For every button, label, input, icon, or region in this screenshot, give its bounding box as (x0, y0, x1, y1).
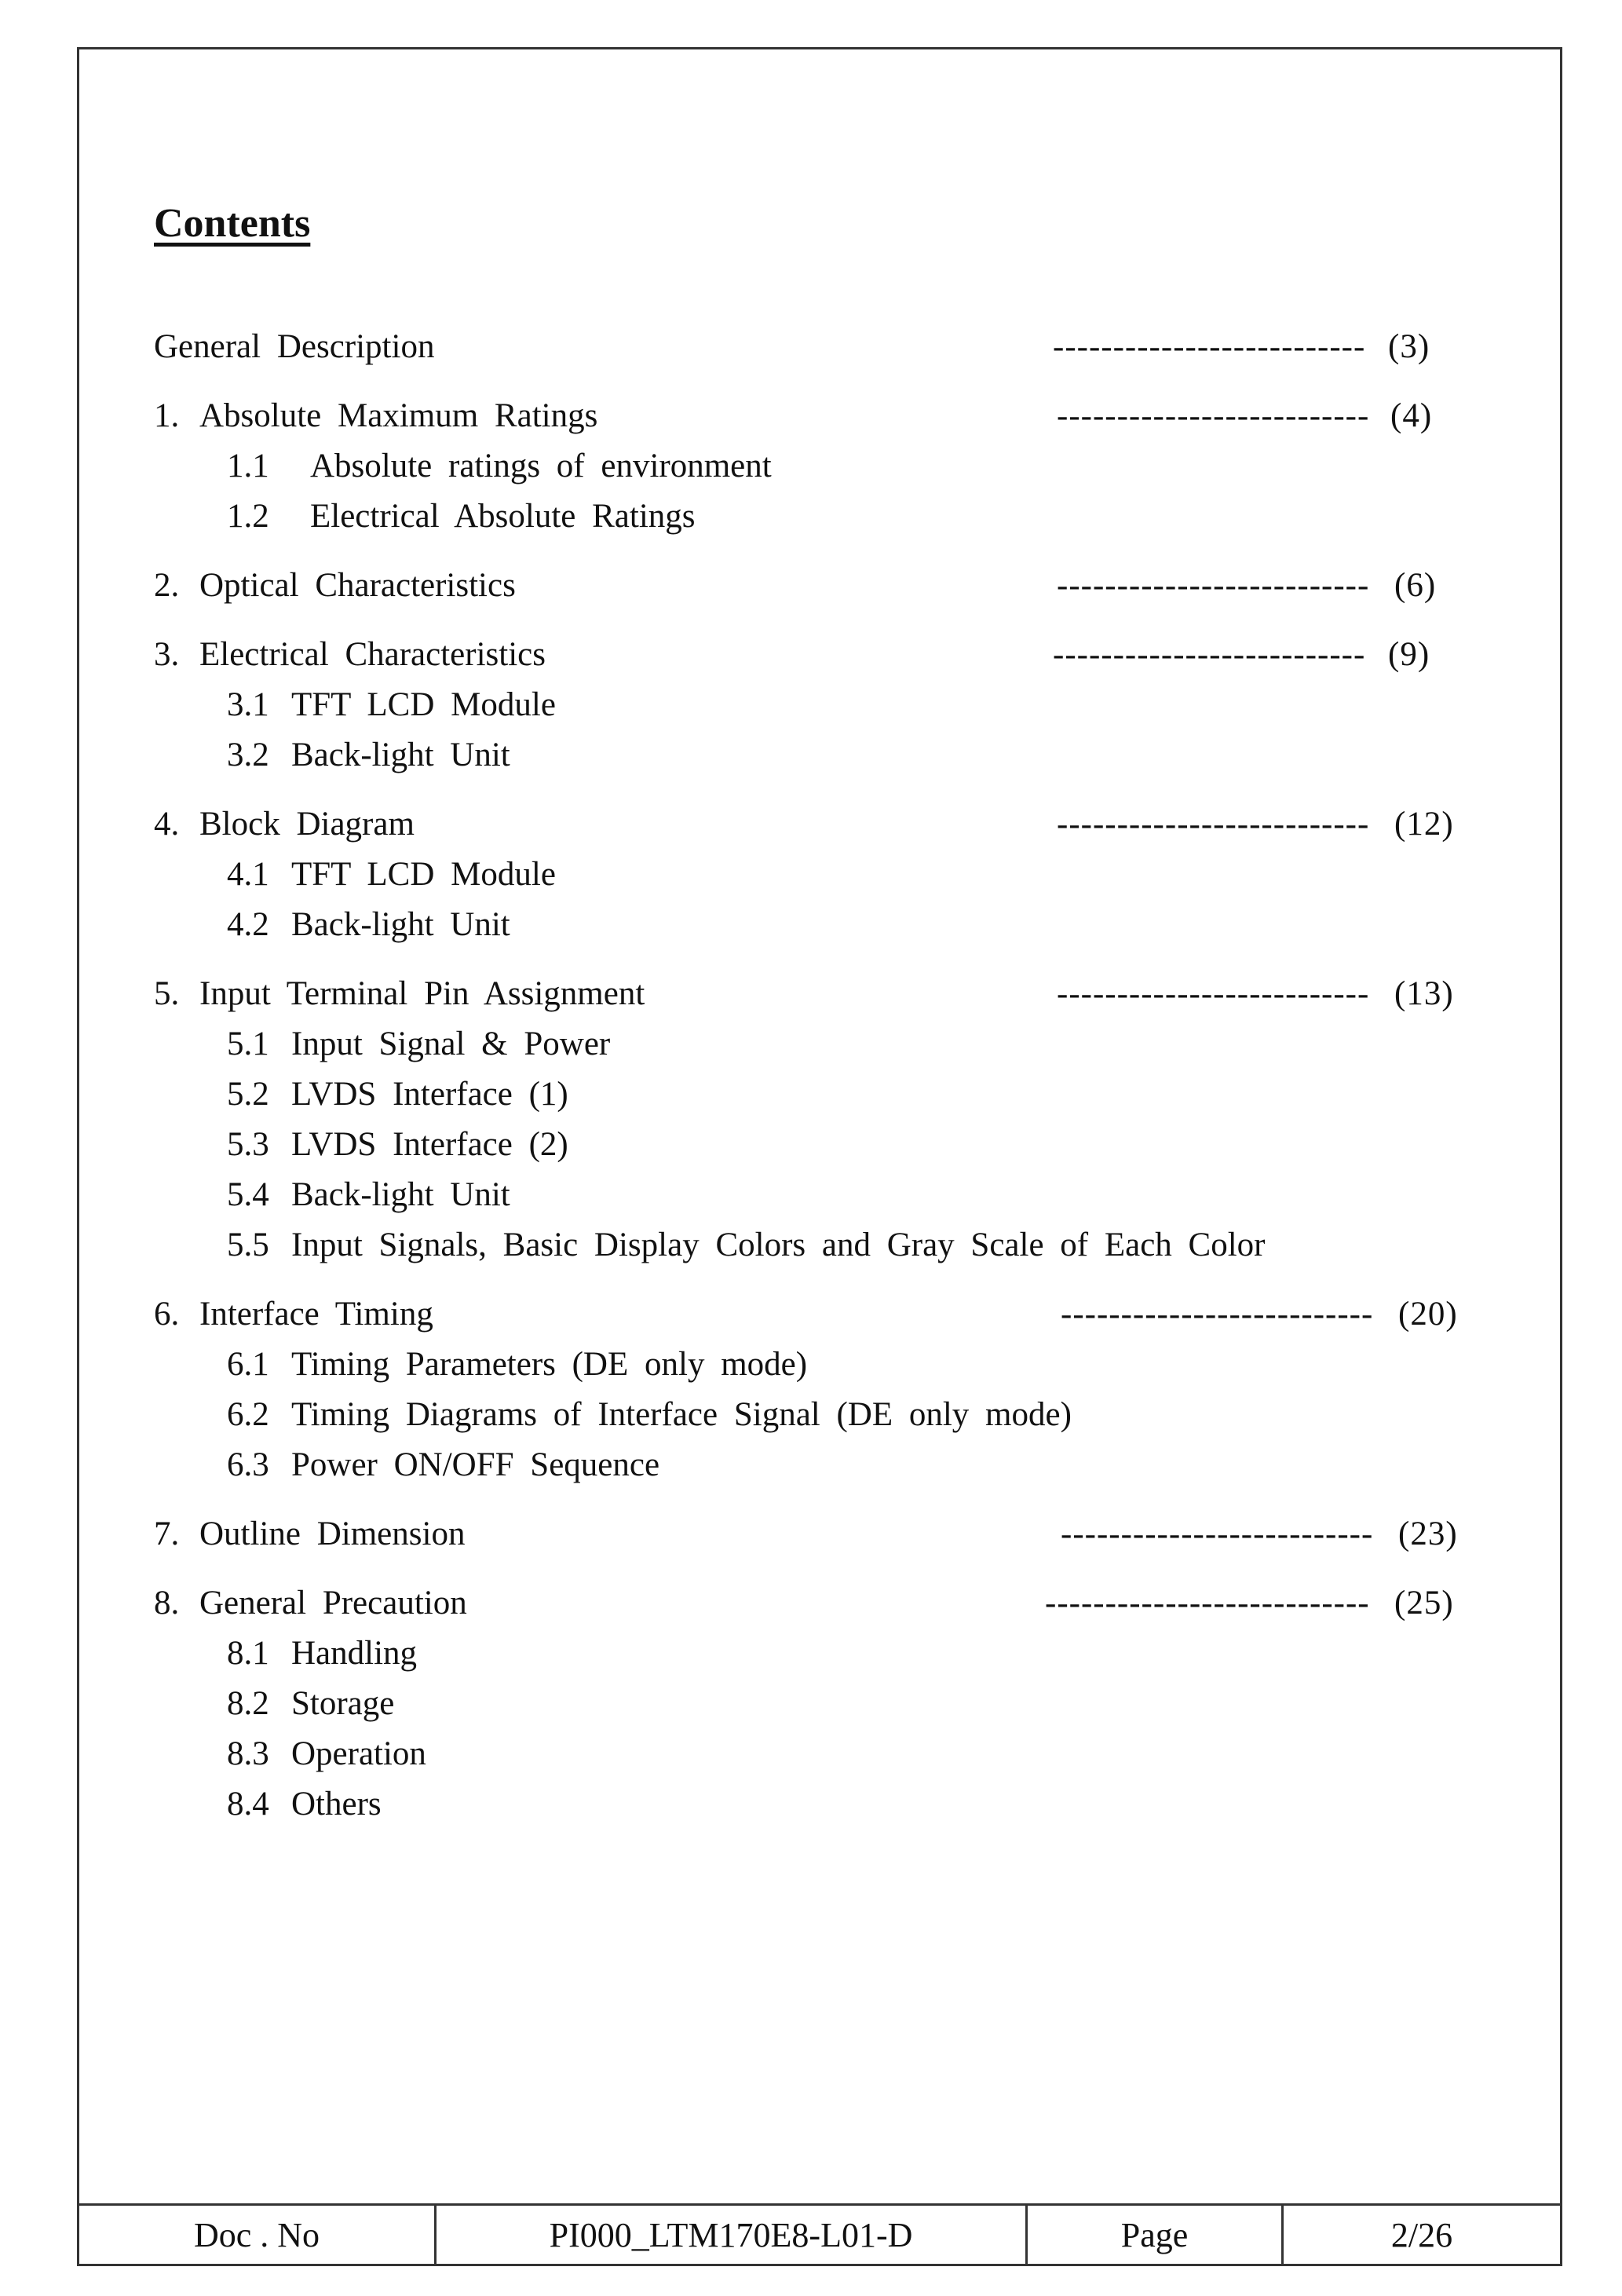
toc-subentry[interactable] (154, 1629, 1489, 1679)
toc-section (154, 322, 1489, 372)
toc-subentry-number: 1.2 (227, 498, 269, 535)
toc-entry[interactable] (154, 391, 1489, 441)
toc-subentry[interactable] (154, 1069, 1489, 1120)
toc-leader-dashes: -------------------------- (1053, 328, 1366, 365)
toc-entry-number: 4. (154, 806, 180, 843)
toc-subentry[interactable] (154, 1220, 1489, 1270)
toc-entry-number: 6. (154, 1296, 180, 1333)
toc-entry-label: Electrical Characteristics (199, 636, 546, 673)
toc-entry-label: General Precaution (199, 1585, 467, 1621)
page-title: Contents (154, 201, 311, 246)
toc-entry-number: 1. (154, 397, 180, 434)
toc-leader-dashes: -------------------------- (1061, 1296, 1374, 1333)
toc-subentry-label: Storage (291, 1685, 395, 1722)
doc-number-value: PI000_LTM170E8-L01-D (436, 2205, 1027, 2265)
toc-entry-label: Absolute Maximum Ratings (199, 397, 598, 434)
toc-subentry-number: 6.3 (227, 1446, 269, 1483)
toc-section (154, 391, 1489, 542)
toc-subentry[interactable] (154, 1170, 1489, 1220)
toc-entry-page: (23) (1398, 1515, 1458, 1552)
toc-entry-label: Interface Timing (199, 1296, 433, 1333)
toc-entry-label: General Description (154, 328, 435, 365)
toc-subentry-number: 3.2 (227, 737, 269, 773)
toc-leader-dashes: -------------------------- (1053, 636, 1366, 673)
toc-subentry-label: TFT LCD Module (291, 856, 556, 893)
toc-leader-dashes: -------------------------- (1057, 975, 1370, 1012)
toc-subentry[interactable] (154, 1679, 1489, 1729)
toc-subentry-label: LVDS Interface (2) (291, 1126, 568, 1163)
toc-subentry-number: 6.2 (227, 1396, 269, 1433)
toc-subentry-number: 8.1 (227, 1635, 269, 1672)
toc-subentry-number: 6.1 (227, 1346, 269, 1383)
toc-entry-number: 3. (154, 636, 180, 673)
toc-subentry-number: 8.2 (227, 1685, 269, 1722)
toc-subentry[interactable] (154, 1340, 1489, 1390)
toc-leader-dashes: --------------------------- (1045, 1585, 1370, 1621)
toc-entry[interactable] (154, 630, 1489, 680)
toc-subentry[interactable] (154, 441, 1489, 492)
toc-subentry-label: Back-light Unit (291, 1176, 510, 1213)
toc-subentry[interactable] (154, 492, 1489, 542)
toc-subentry[interactable] (154, 1120, 1489, 1170)
toc-subentry-label: Power ON/OFF Sequence (291, 1446, 660, 1483)
toc-subentry-label: Operation (291, 1735, 426, 1772)
page-number-value: 2/26 (1283, 2205, 1562, 2265)
toc-entry-number: 5. (154, 975, 180, 1012)
toc-subentry-label: Electrical Absolute Ratings (310, 498, 696, 535)
toc-section (154, 799, 1489, 950)
toc-subentry[interactable] (154, 850, 1489, 900)
toc-entry-page: (20) (1398, 1296, 1458, 1333)
toc-entry-label: Block Diagram (199, 806, 415, 843)
toc-subentry-label: Absolute ratings of environment (310, 448, 772, 484)
toc-subentry-number: 1.1 (227, 448, 269, 484)
toc-subentry-label: Input Signal & Power (291, 1026, 611, 1062)
table-of-contents (154, 322, 1489, 1848)
toc-entry[interactable] (154, 1509, 1489, 1559)
toc-subentry-number: 8.3 (227, 1735, 269, 1772)
toc-entry-label: Input Terminal Pin Assignment (199, 975, 645, 1012)
toc-subentry-label: Timing Diagrams of Interface Signal (DE only mode) (291, 1396, 1072, 1433)
toc-section (154, 630, 1489, 781)
toc-subentry-number: 5.1 (227, 1026, 269, 1062)
toc-entry-page: (25) (1394, 1585, 1454, 1621)
toc-entry-number: 8. (154, 1585, 180, 1621)
toc-subentry-number: 8.4 (227, 1786, 269, 1823)
toc-entry-page: (6) (1394, 567, 1437, 604)
toc-subentry-label: Back-light Unit (291, 737, 510, 773)
toc-subentry-label: Others (291, 1786, 382, 1823)
toc-subentry-label: Input Signals, Basic Display Colors and Gray Scale of Each Color (291, 1227, 1266, 1263)
toc-subentry-number: 3.1 (227, 686, 269, 723)
toc-section (154, 561, 1489, 611)
document-footer (77, 2203, 1562, 2266)
toc-subentry[interactable] (154, 900, 1489, 950)
toc-subentry-number: 5.2 (227, 1076, 269, 1113)
toc-leader-dashes: -------------------------- (1057, 567, 1370, 604)
toc-entry-number: 7. (154, 1515, 180, 1552)
toc-entry-label: Optical Characteristics (199, 567, 516, 604)
toc-subentry-number: 5.3 (227, 1126, 269, 1163)
toc-section (154, 1289, 1489, 1490)
toc-subentry[interactable] (154, 1019, 1489, 1069)
toc-entry[interactable] (154, 1289, 1489, 1340)
toc-entry-number: 2. (154, 567, 180, 604)
toc-entry-page: (9) (1388, 636, 1430, 673)
toc-subentry[interactable] (154, 1390, 1489, 1440)
toc-entry[interactable] (154, 561, 1489, 611)
toc-entry-page: (13) (1394, 975, 1454, 1012)
toc-subentry-number: 4.1 (227, 856, 269, 893)
page-label: Page (1027, 2205, 1283, 2265)
toc-subentry[interactable] (154, 680, 1489, 730)
toc-section (154, 1578, 1489, 1830)
doc-number-label: Doc . No (79, 2205, 436, 2265)
toc-entry[interactable] (154, 1578, 1489, 1629)
toc-entry-label: Outline Dimension (199, 1515, 466, 1552)
toc-subentry-number: 5.5 (227, 1227, 269, 1263)
toc-subentry-number: 4.2 (227, 906, 269, 943)
toc-subentry-label: Timing Parameters (DE only mode) (291, 1346, 808, 1383)
toc-subentry[interactable] (154, 1729, 1489, 1779)
toc-leader-dashes: -------------------------- (1057, 806, 1370, 843)
toc-leader-dashes: -------------------------- (1061, 1515, 1374, 1552)
toc-section (154, 969, 1489, 1270)
toc-subentry-label: LVDS Interface (1) (291, 1076, 568, 1113)
toc-entry[interactable] (154, 969, 1489, 1019)
toc-section (154, 1509, 1489, 1559)
toc-entry[interactable] (154, 799, 1489, 850)
toc-entry-page: (12) (1394, 806, 1454, 843)
toc-subentry-number: 5.4 (227, 1176, 269, 1213)
toc-entry-page: (4) (1390, 397, 1433, 434)
toc-leader-dashes: -------------------------- (1057, 397, 1370, 434)
toc-subentry-label: TFT LCD Module (291, 686, 556, 723)
toc-entry-page: (3) (1388, 328, 1430, 365)
toc-subentry[interactable] (154, 1440, 1489, 1490)
toc-subentry[interactable] (154, 1779, 1489, 1830)
toc-subentry-label: Back-light Unit (291, 906, 510, 943)
toc-subentry-label: Handling (291, 1635, 418, 1672)
toc-entry[interactable] (154, 322, 1489, 372)
toc-subentry[interactable] (154, 730, 1489, 781)
